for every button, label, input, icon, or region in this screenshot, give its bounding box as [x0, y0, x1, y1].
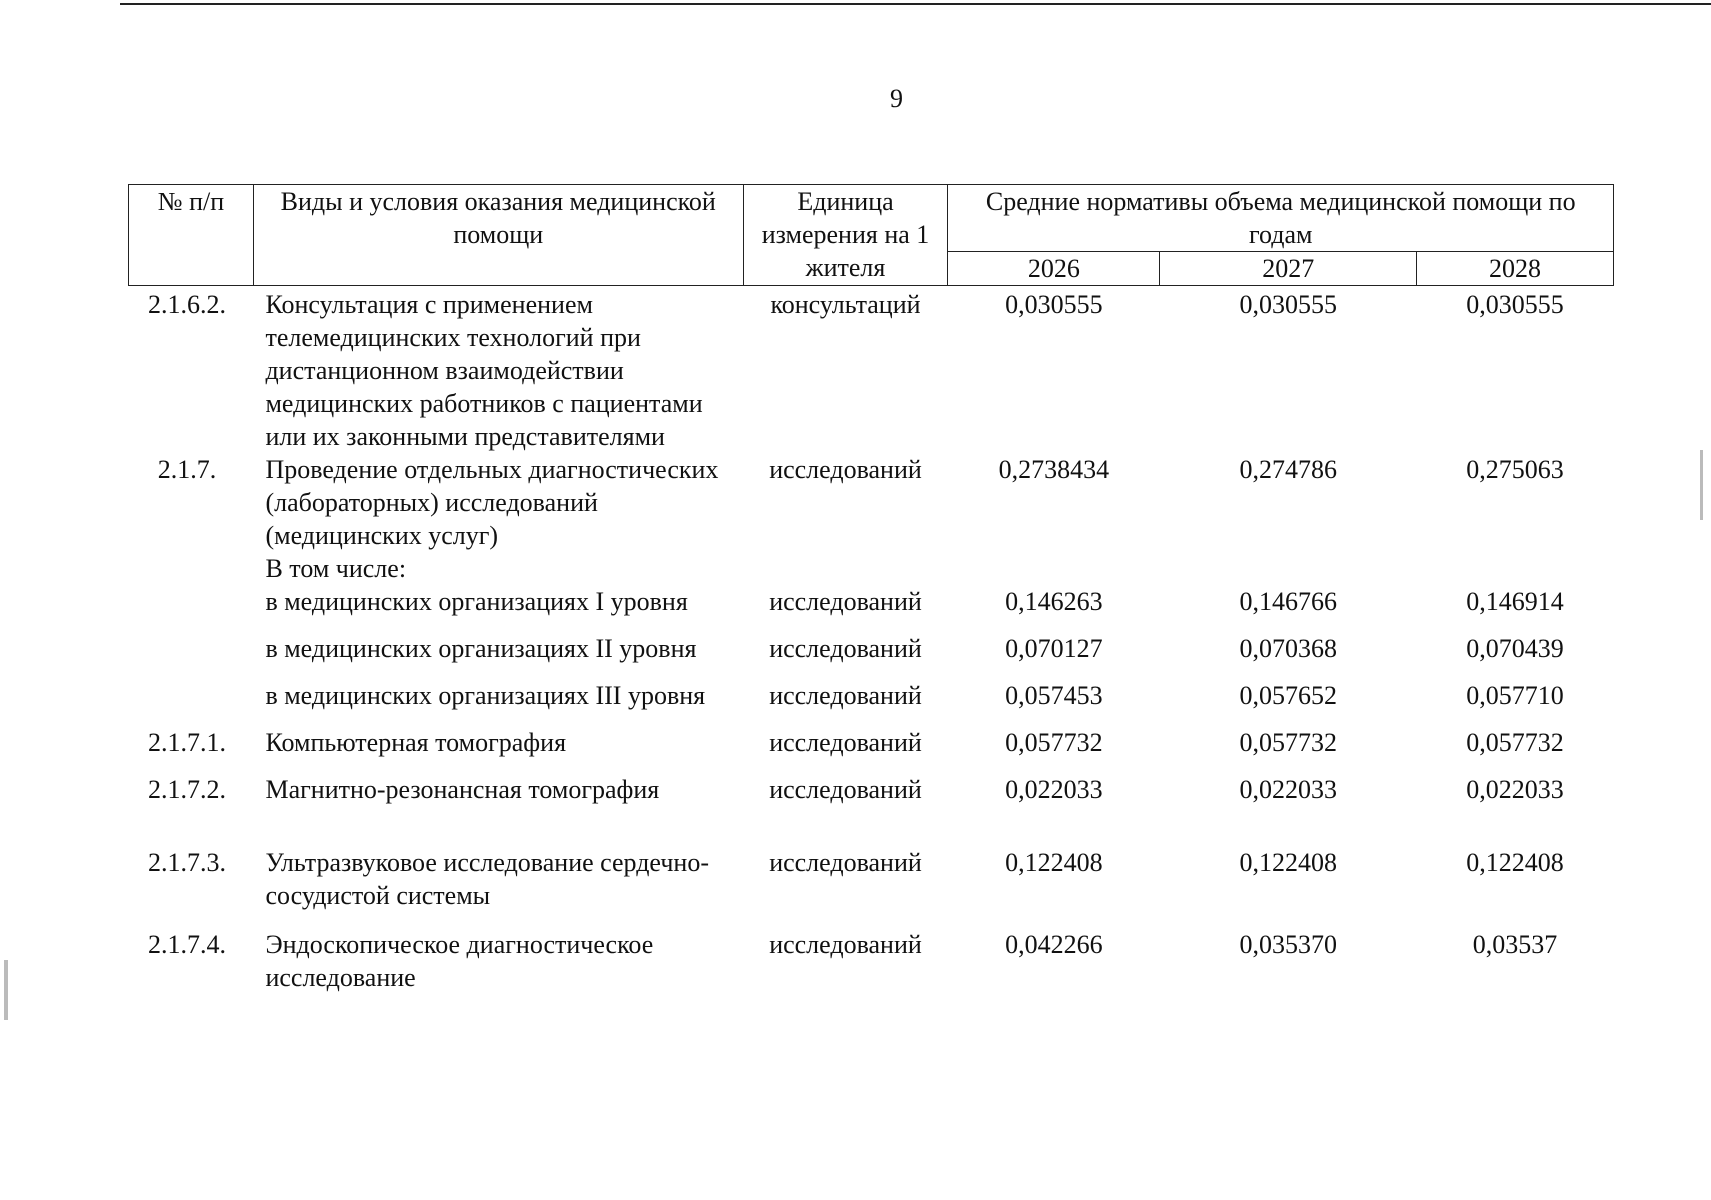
value-2027: 0,122408 — [1239, 848, 1337, 877]
value-2027: 0,030555 — [1239, 290, 1337, 319]
row-type: Ультразвуковое исследование сердечно-сосудистой системы — [265, 848, 709, 910]
row-number: 2.1.7.2. — [147, 775, 226, 804]
table-row — [129, 806, 1614, 912]
row-type: Эндоскопическое диагностическое исследование — [265, 930, 654, 992]
row-type: Компьютерная томография — [265, 728, 567, 757]
value-2027: 0,057652 — [1239, 681, 1337, 710]
table-row — [129, 912, 1614, 994]
row-number: 2.1.7.3. — [147, 848, 226, 877]
value-2026: 0,030555 — [1005, 290, 1103, 319]
value-2028: 0,03537 — [1472, 930, 1558, 959]
header-num: № п/п — [129, 185, 254, 286]
row-unit: исследований — [769, 455, 922, 484]
value-2027: 0,274786 — [1239, 455, 1337, 484]
scan-mark — [1700, 450, 1703, 520]
value-2027: 0,035370 — [1239, 930, 1337, 959]
value-2026: 0,057732 — [1005, 728, 1103, 757]
row-number — [129, 585, 254, 618]
value-2026: 0,122408 — [1005, 848, 1103, 877]
row-type: в медицинских организациях III уровня — [265, 681, 706, 710]
row-number — [129, 552, 254, 585]
row-unit: исследований — [769, 728, 922, 757]
value-2028 — [1417, 552, 1614, 585]
row-unit: исследований — [769, 775, 922, 804]
row-unit: исследований — [769, 587, 922, 616]
row-unit: исследований — [769, 634, 922, 663]
header-type: Виды и условия оказания медицинской помощи — [253, 185, 743, 286]
table-row — [129, 453, 1614, 552]
header-year: 2028 — [1417, 252, 1614, 286]
row-unit: исследований — [769, 681, 922, 710]
row-number — [129, 665, 254, 712]
value-2028: 0,022033 — [1466, 775, 1564, 804]
table-row — [129, 585, 1614, 618]
row-unit: консультаций — [770, 290, 921, 319]
value-2028: 0,070439 — [1466, 634, 1564, 663]
value-2027: 0,022033 — [1239, 775, 1337, 804]
row-number: 2.1.7. — [157, 455, 217, 484]
row-unit: исследований — [769, 930, 922, 959]
table-row — [129, 665, 1614, 712]
scan-mark — [4, 960, 8, 1020]
value-2026: 0,146263 — [1005, 587, 1103, 616]
value-2026: 0,042266 — [1005, 930, 1103, 959]
value-2028: 0,030555 — [1466, 290, 1564, 319]
row-type: в медицинских организациях I уровня — [265, 587, 688, 616]
row-number — [129, 618, 254, 665]
page-number: 9 — [890, 84, 903, 113]
table-row — [129, 712, 1614, 759]
header-year: 2027 — [1160, 252, 1417, 286]
row-unit — [743, 552, 948, 585]
value-2026: 0,070127 — [1005, 634, 1103, 663]
row-type: Проведение отдельных диагностических (лабораторных) исследований (медицинских услуг) — [265, 455, 719, 550]
value-2027: 0,070368 — [1239, 634, 1337, 663]
value-2027: 0,057732 — [1239, 728, 1337, 757]
value-2026: 0,2738434 — [998, 455, 1110, 484]
header-unit: Единица измерения на 1 жителя — [743, 185, 948, 286]
value-2028: 0,122408 — [1466, 848, 1564, 877]
value-2028: 0,146914 — [1466, 587, 1564, 616]
norms-table — [128, 184, 1614, 994]
row-type: Магнитно-резонансная томография — [265, 775, 660, 804]
value-2028: 0,057732 — [1466, 728, 1564, 757]
table-header — [129, 185, 1614, 286]
row-type: в медицинских организациях II уровня — [265, 634, 697, 663]
value-2028: 0,275063 — [1466, 455, 1564, 484]
row-type: В том числе: — [265, 554, 407, 583]
row-number: 2.1.6.2. — [147, 290, 226, 319]
row-number: 2.1.7.4. — [147, 930, 226, 959]
value-2027: 0,146766 — [1239, 587, 1337, 616]
row-number: 2.1.7.1. — [147, 728, 226, 757]
header-year: 2026 — [948, 252, 1160, 286]
value-2026: 0,022033 — [1005, 775, 1103, 804]
table-row — [129, 618, 1614, 665]
value-2027 — [1160, 552, 1417, 585]
value-2028: 0,057710 — [1466, 681, 1564, 710]
table-row — [129, 286, 1614, 454]
row-type: Консультация с применением телемедицинских технологий при дистанционном взаимодействии медицинских работников с пациентами или их законными представителями — [265, 290, 703, 451]
value-2026 — [948, 552, 1160, 585]
table-row — [129, 759, 1614, 806]
header-norms: Средние нормативы объема медицинской помощи по годам — [948, 185, 1614, 252]
value-2026: 0,057453 — [1005, 681, 1103, 710]
top-rule — [120, 3, 1711, 5]
table-row — [129, 552, 1614, 585]
row-unit: исследований — [769, 848, 922, 877]
